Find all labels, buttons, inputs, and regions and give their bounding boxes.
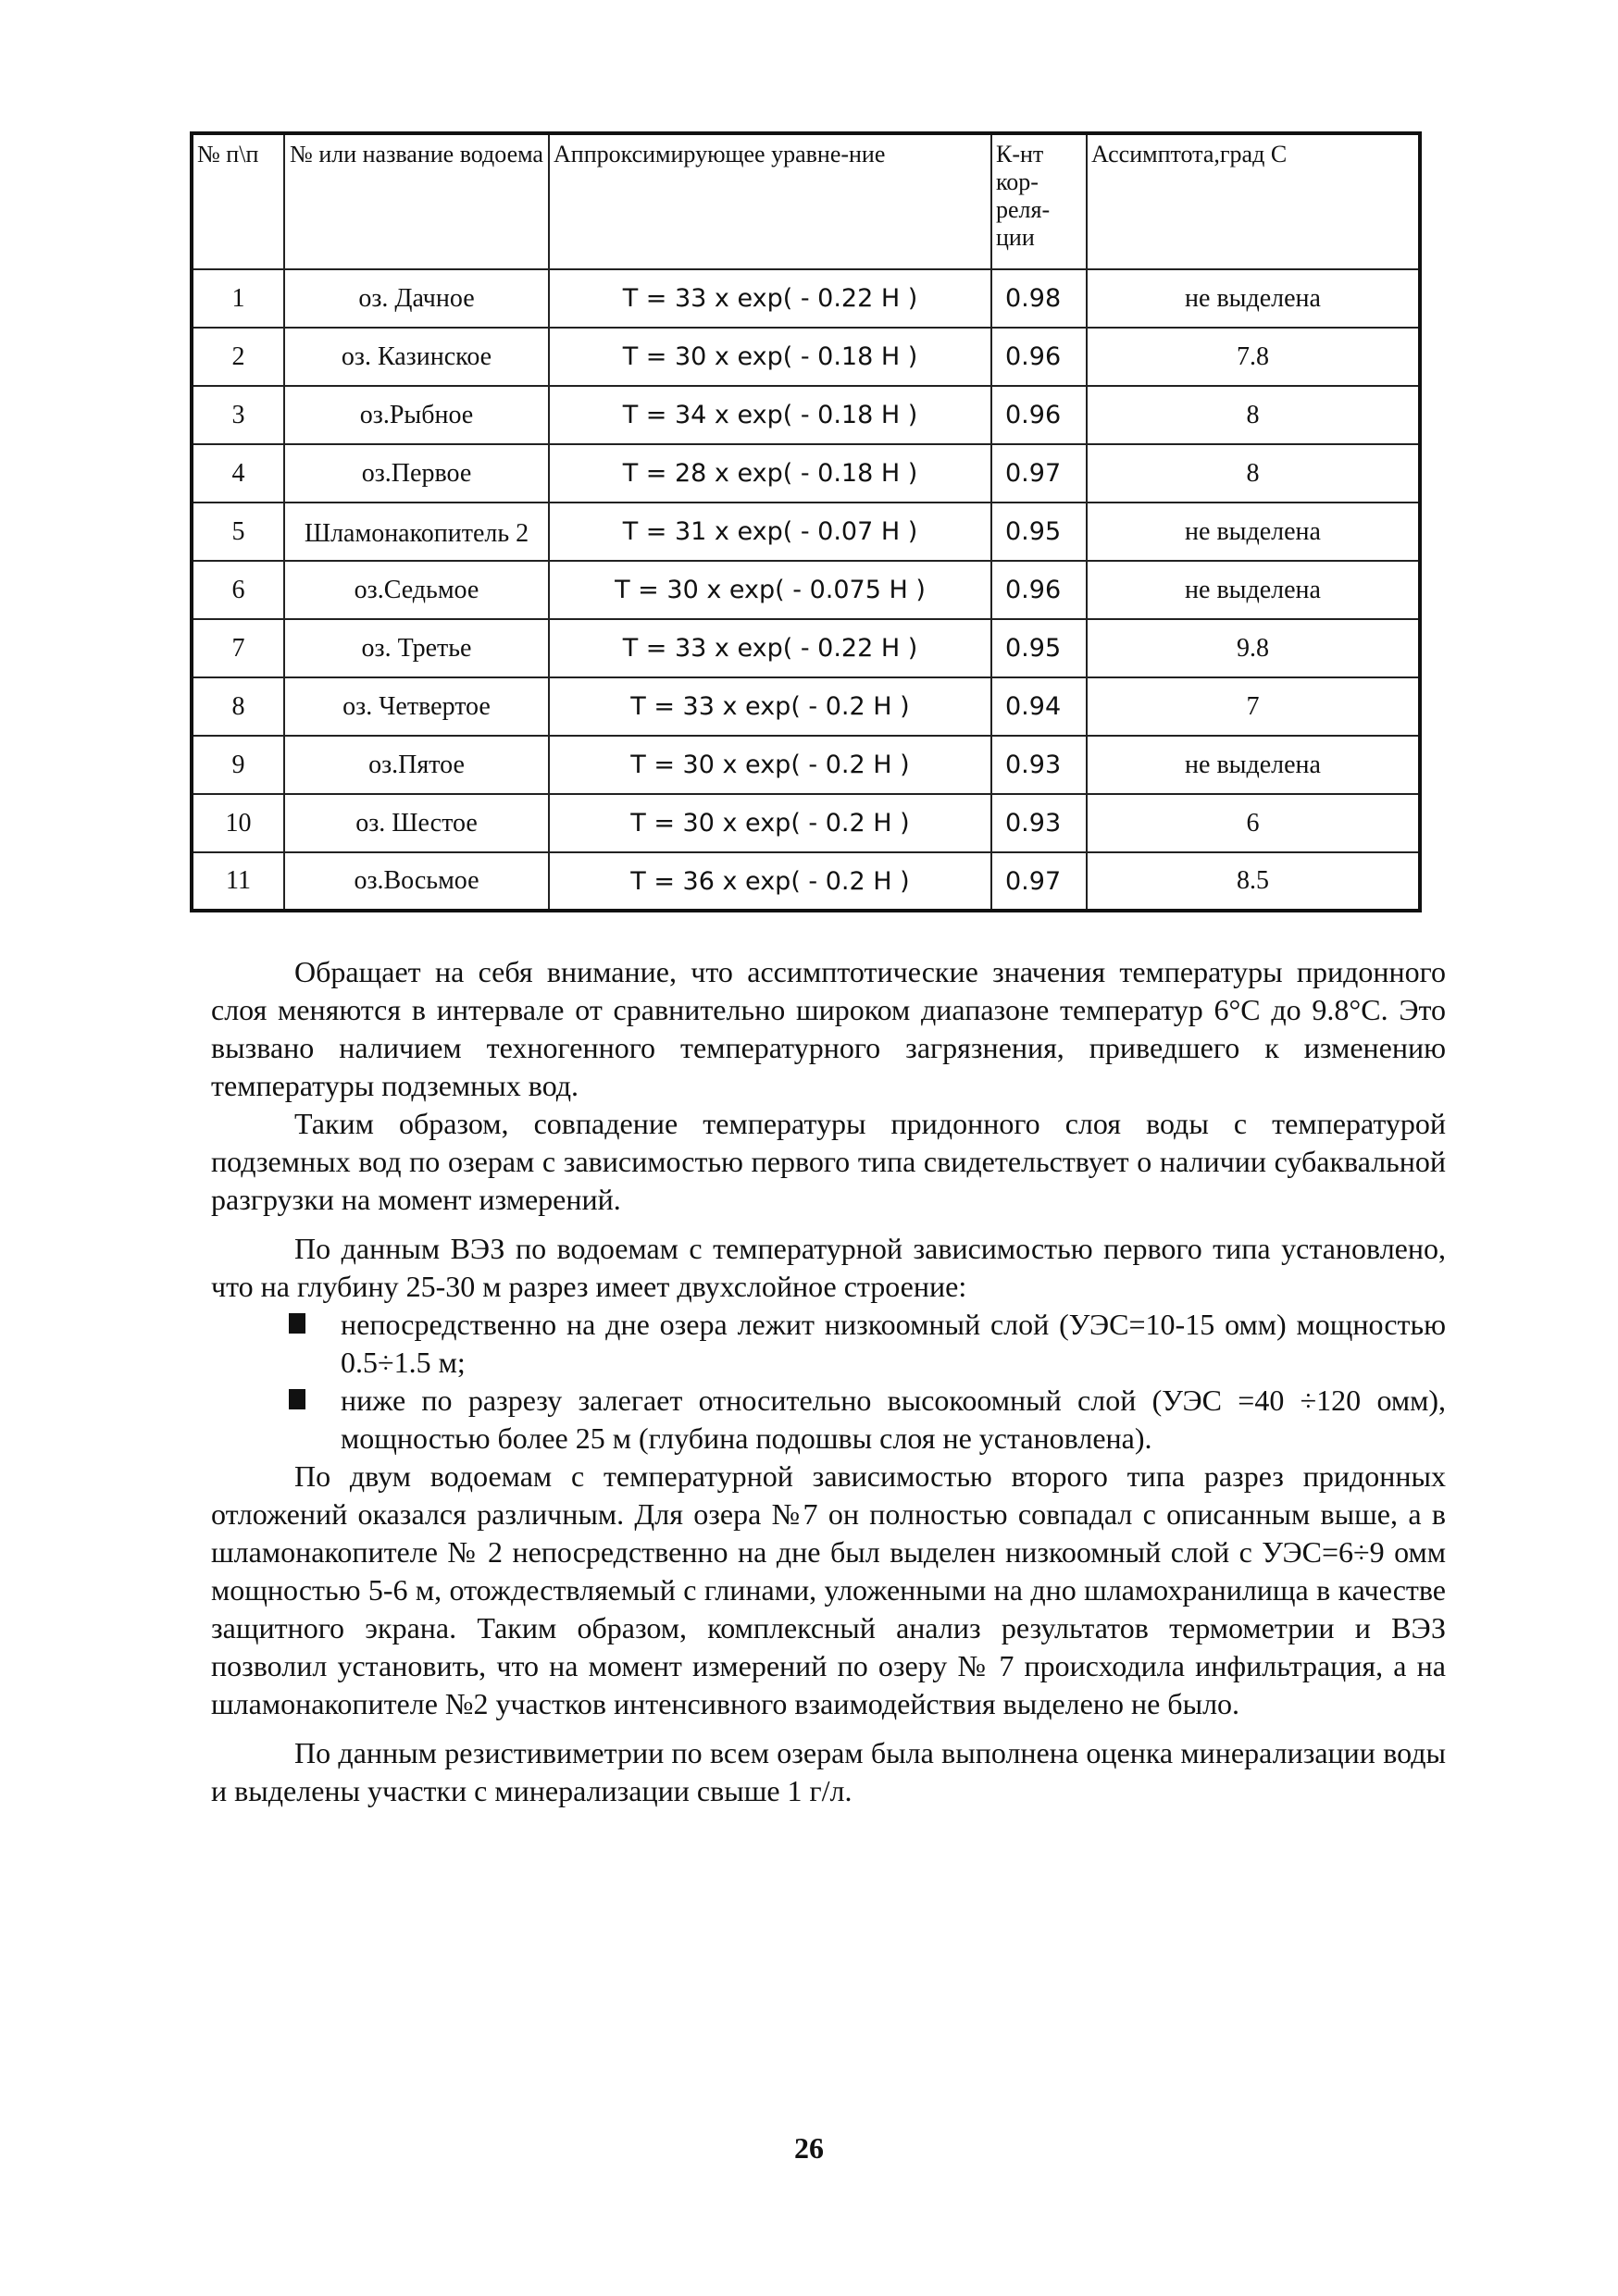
row-asymptote: 8 bbox=[1087, 444, 1420, 503]
row-correlation: 0.97 bbox=[991, 852, 1087, 911]
row-equation: T = 30 x exp( - 0.2 H ) bbox=[549, 736, 991, 794]
row-correlation: 0.95 bbox=[991, 503, 1087, 561]
row-number: 1 bbox=[192, 269, 284, 328]
row-equation: T = 30 x exp( - 0.18 H ) bbox=[549, 328, 991, 386]
page-number: 26 bbox=[794, 2131, 824, 2165]
row-number: 5 bbox=[192, 503, 284, 561]
row-name: оз.Пятое bbox=[284, 736, 549, 794]
paragraph-asymptotic-values: Обращает на себя внимание, что ассимптотические значения температуры придонного слоя меняются в интервале от сравнительно широком диапазоне температур 6°С до 9.8°С. Это вызвано наличием техногенного температурного загрязнения, приведшего к изменению температуры подземных вод. bbox=[211, 955, 1446, 1102]
row-number: 6 bbox=[192, 561, 284, 619]
row-equation: T = 31 x exp( - 0.07 H ) bbox=[549, 503, 991, 561]
row-name: оз. Дачное bbox=[284, 269, 549, 328]
row-asymptote: 7.8 bbox=[1087, 328, 1420, 386]
table-row bbox=[192, 269, 1420, 328]
bullet-list bbox=[211, 1306, 1446, 1458]
table-row bbox=[192, 386, 1420, 444]
row-correlation: 0.93 bbox=[991, 794, 1087, 852]
body-text bbox=[211, 953, 1446, 1810]
header-equation: Аппроксимирующее уравне-ние bbox=[549, 133, 991, 269]
table-row bbox=[192, 852, 1420, 911]
row-number: 2 bbox=[192, 328, 284, 386]
row-equation: T = 30 x exp( - 0.075 H ) bbox=[549, 561, 991, 619]
row-number: 11 bbox=[192, 852, 284, 911]
row-equation: T = 28 x exp( - 0.18 H ) bbox=[549, 444, 991, 503]
header-correlation: К-нт кор-реля-ции bbox=[991, 133, 1087, 269]
results-table bbox=[190, 131, 1422, 912]
row-asymptote: 7 bbox=[1087, 677, 1420, 736]
table-row bbox=[192, 619, 1420, 677]
row-name: оз. Казинское bbox=[284, 328, 549, 386]
row-equation: T = 30 x exp( - 0.2 H ) bbox=[549, 794, 991, 852]
row-number: 9 bbox=[192, 736, 284, 794]
row-number: 10 bbox=[192, 794, 284, 852]
row-name: оз.Первое bbox=[284, 444, 549, 503]
table-row bbox=[192, 328, 1420, 386]
row-asymptote: 8.5 bbox=[1087, 852, 1420, 911]
header-number: № п\п bbox=[192, 133, 284, 269]
row-asymptote: не выделена bbox=[1087, 503, 1420, 561]
list-item bbox=[341, 1382, 1446, 1458]
row-asymptote: 6 bbox=[1087, 794, 1420, 852]
table-row bbox=[192, 677, 1420, 736]
row-correlation: 0.93 bbox=[991, 736, 1087, 794]
list-item-text: ниже по разрезу залегает относительно высокоомный слой (УЭС =40 ÷120 омм), мощностью более 25 м (глубина подошвы слоя не установлена). bbox=[341, 1384, 1446, 1455]
row-equation: T = 33 x exp( - 0.22 H ) bbox=[549, 619, 991, 677]
row-name: оз. Третье bbox=[284, 619, 549, 677]
row-number: 3 bbox=[192, 386, 284, 444]
table-row bbox=[192, 444, 1420, 503]
row-number: 7 bbox=[192, 619, 284, 677]
table-row bbox=[192, 736, 1420, 794]
row-correlation: 0.98 bbox=[991, 269, 1087, 328]
row-equation: T = 33 x exp( - 0.2 H ) bbox=[549, 677, 991, 736]
row-name: оз.Седьмое bbox=[284, 561, 549, 619]
row-correlation: 0.94 bbox=[991, 677, 1087, 736]
list-item-text: непосредственно на дне озера лежит низкоомный слой (УЭС=10-15 омм) мощностью 0.5÷1.5 м; bbox=[341, 1308, 1446, 1379]
table-row bbox=[192, 561, 1420, 619]
header-waterbody-name: № или название водоема bbox=[284, 133, 549, 269]
row-correlation: 0.95 bbox=[991, 619, 1087, 677]
row-name: оз. Четвертое bbox=[284, 677, 549, 736]
row-correlation: 0.96 bbox=[991, 386, 1087, 444]
paragraph-resistivity: По данным резистивиметрии по всем озерам была выполнена оценка минерализации воды и выделены участки с минерализации свыше 1 г/л. bbox=[211, 1736, 1446, 1807]
row-equation: T = 33 x exp( - 0.22 H ) bbox=[549, 269, 991, 328]
row-asymptote: не выделена bbox=[1087, 269, 1420, 328]
list-item bbox=[341, 1306, 1446, 1382]
row-name: Шламонакопитель 2 bbox=[284, 503, 549, 561]
row-asymptote: не выделена bbox=[1087, 736, 1420, 794]
table-row bbox=[192, 503, 1420, 561]
row-asymptote: не выделена bbox=[1087, 561, 1420, 619]
row-equation: T = 36 x exp( - 0.2 H ) bbox=[549, 852, 991, 911]
paragraph-conclusion-discharge: Таким образом, совпадение температуры придонного слоя воды с температурой подземных вод по озерам с зависимостью первого типа свидетельствует о наличии субаквальной разгрузки на момент измерений. bbox=[211, 1107, 1446, 1216]
row-number: 4 bbox=[192, 444, 284, 503]
row-correlation: 0.96 bbox=[991, 561, 1087, 619]
row-number: 8 bbox=[192, 677, 284, 736]
paragraph-second-type: По двум водоемам с температурной зависимостью второго типа разрез придонных отложений оказался различным. Для озера №7 он полностью совпадал с описанным выше, а в шламонакопителе № 2 непосредственно на дне был выделен низкоомный слой с УЭС=6÷9 омм мощностью 5-6 м, отождествляемый с глинами, уложенными на дно шламохранилища в качестве защитного экрана. Таким образом, комплексный анализ результатов термометрии и ВЭЗ позволил установить, что на момент измерений по озеру № 7 происходила инфильтрация, а на шламонакопителе №2 участков интенсивного взаимодействия выделено не было. bbox=[211, 1459, 1446, 1720]
row-asymptote: 9.8 bbox=[1087, 619, 1420, 677]
row-correlation: 0.97 bbox=[991, 444, 1087, 503]
table-row bbox=[192, 794, 1420, 852]
paragraph-ves-data: По данным ВЭЗ по водоемам с температурной зависимостью первого типа установлено, что на глубину 25-30 м разрез имеет двухслойное строение: bbox=[211, 1232, 1446, 1303]
square-bullet-icon bbox=[289, 1389, 305, 1409]
row-asymptote: 8 bbox=[1087, 386, 1420, 444]
header-asymptote: Ассимптота,град С bbox=[1087, 133, 1420, 269]
row-name: оз. Шестое bbox=[284, 794, 549, 852]
row-name: оз.Рыбное bbox=[284, 386, 549, 444]
row-equation: T = 34 x exp( - 0.18 H ) bbox=[549, 386, 991, 444]
row-correlation: 0.96 bbox=[991, 328, 1087, 386]
row-name: оз.Восьмое bbox=[284, 852, 549, 911]
table-header-row bbox=[192, 133, 1420, 269]
square-bullet-icon bbox=[289, 1313, 305, 1334]
